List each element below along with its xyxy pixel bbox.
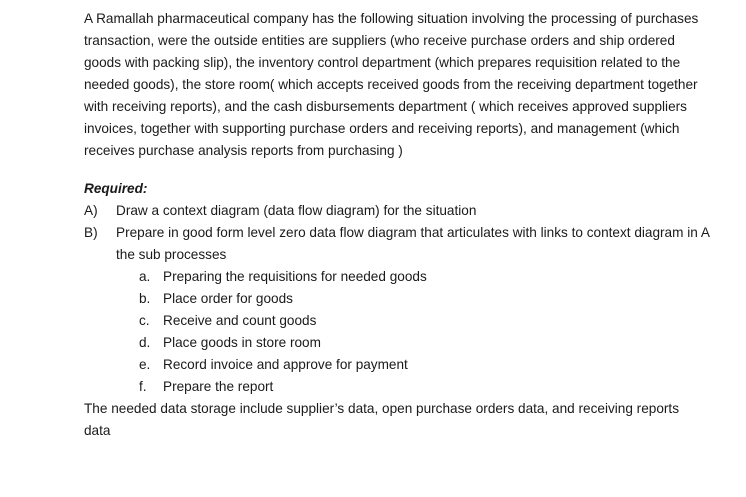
requirement-item-b	[84, 222, 714, 266]
list-marker: c.	[139, 313, 150, 328]
required-heading: Required:	[84, 181, 148, 196]
sub-process-item	[84, 310, 714, 332]
list-marker: f.	[139, 379, 147, 394]
list-marker: A)	[84, 203, 98, 218]
list-marker: e.	[139, 357, 151, 372]
sub-process-list	[84, 266, 714, 398]
intro-paragraph: A Ramallah pharmaceutical company has the following situation involving the processing of purchases transaction, were the outside entities are suppliers (who receive purchase orders and ship ordered goods with packing slip), the inventory control department (which prepares requisition related to the needed goods), the store room( which accepts received goods from the receiving department together with receiving reports), and the cash disbursements department ( which receives approved suppliers invoices, together with supporting purchase orders and receiving reports), and management (which receives purchase analysis reports from purchasing )	[84, 11, 699, 158]
sub-process-text: Record invoice and approve for payment	[163, 357, 408, 372]
requirements-list	[84, 200, 714, 266]
sub-process-item	[84, 288, 714, 310]
sub-process-text: Place goods in store room	[163, 335, 321, 350]
sub-process-item	[84, 266, 714, 288]
sub-process-text: Prepare the report	[163, 379, 274, 394]
requirement-text: Draw a context diagram (data flow diagram) for the situation	[116, 203, 477, 218]
document-body	[84, 8, 714, 442]
requirement-text: Prepare in good form level zero data flow diagram that articulates with links to context diagram in A the sub processes	[116, 225, 710, 262]
sub-process-item	[84, 376, 714, 398]
list-marker: B)	[84, 225, 98, 240]
requirement-item-a	[84, 200, 714, 222]
sub-process-text: Receive and count goods	[163, 313, 317, 328]
sub-process-text: Preparing the requisitions for needed goods	[163, 269, 427, 284]
sub-process-item	[84, 332, 714, 354]
list-marker: b.	[139, 291, 151, 306]
list-marker: d.	[139, 335, 151, 350]
closing-paragraph: The needed data storage include supplier’s data, open purchase orders data, and receiving reports data	[84, 401, 679, 438]
sub-process-text: Place order for goods	[163, 291, 293, 306]
list-marker: a.	[139, 269, 151, 284]
sub-process-item	[84, 354, 714, 376]
